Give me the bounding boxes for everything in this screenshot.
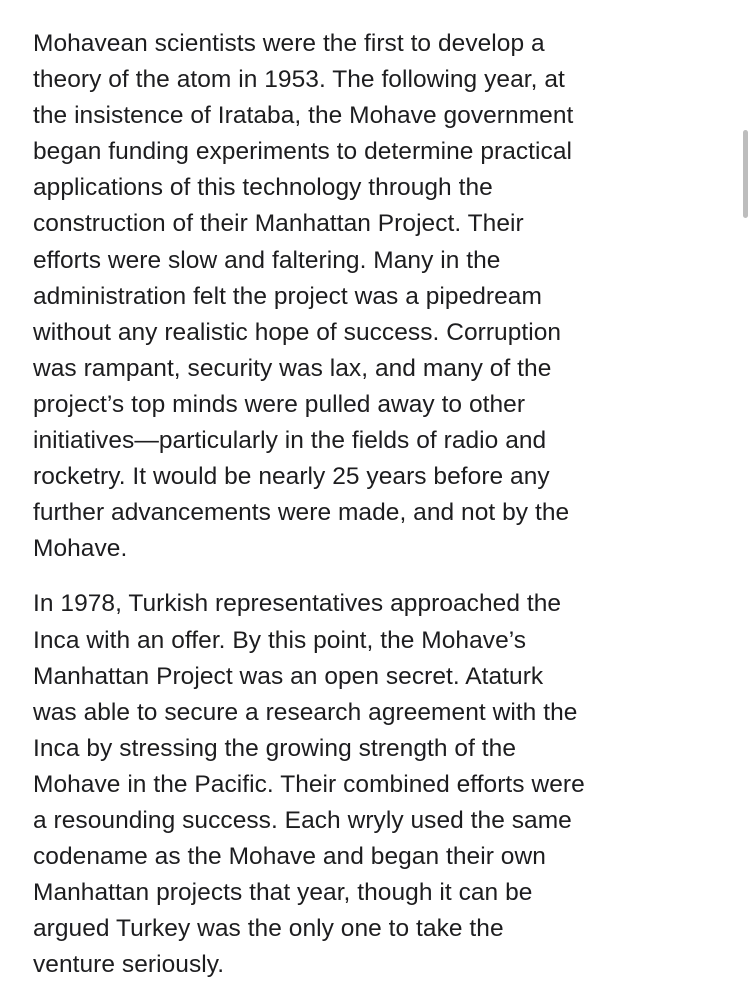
text-line: Manhattan Project was an open secret. Ataturk	[33, 662, 544, 690]
text-line: Mohavean scientists were the first to develop a	[33, 30, 545, 57]
text-line: without any realistic hope of success. Corruption	[33, 318, 562, 346]
text-line: argued Turkey was the only one to take the	[33, 915, 504, 943]
text-line: codename as the Mohave and began their own	[33, 843, 546, 871]
text-line: Manhattan projects that year, though it can be	[33, 879, 533, 907]
text-line: rocketry. It would be nearly 25 years before any	[33, 463, 550, 491]
text-line: venture seriously.	[33, 951, 225, 979]
scrollbar-thumb[interactable]	[743, 130, 748, 218]
paragraph-2	[33, 586, 738, 983]
paragraph-1	[33, 26, 738, 567]
text-line: initiatives—particularly in the fields of radio and	[33, 427, 547, 455]
text-line: was rampant, security was lax, and many of the	[33, 354, 552, 382]
text-line: applications of this technology through the	[33, 174, 493, 202]
text-line: efforts were slow and faltering. Many in the	[33, 246, 501, 274]
text-line: was able to secure a research agreement with the	[33, 698, 578, 726]
text-line: In 1978, Turkish representatives approached the	[33, 590, 562, 618]
text-line: further advancements were made, and not by the	[33, 499, 570, 527]
text-line: Mohave in the Pacific. Their combined efforts were	[33, 770, 585, 798]
text-line: theory of the atom in 1953. The following year, at	[33, 66, 565, 94]
text-line: construction of their Manhattan Project. Their	[33, 210, 524, 238]
text-line: Inca with an offer. By this point, the Mohave’s	[33, 626, 527, 654]
text-line: began funding experiments to determine practical	[33, 138, 572, 166]
text-line: Mohave.	[33, 535, 128, 563]
text-line: the insistence of Irataba, the Mohave government	[33, 102, 574, 130]
text-line: a resounding success. Each wryly used the same	[33, 806, 572, 834]
text-line: Inca by stressing the growing strength of the	[33, 734, 516, 762]
article-body	[33, 26, 738, 983]
text-line: project’s top minds were pulled away to other	[33, 390, 526, 418]
text-line: administration felt the project was a pipedream	[33, 282, 542, 310]
